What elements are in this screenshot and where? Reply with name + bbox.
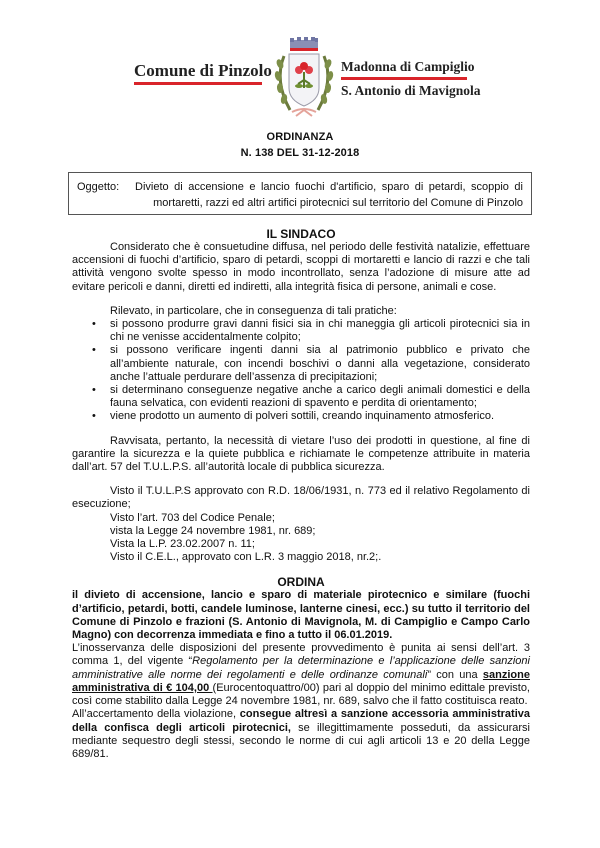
list-item: [72, 410, 530, 423]
list-item-text: si determinano conseguenze negative anche a carico degli animali domestici e della fauna selvatica, con evidenti reazioni di spavento e perdita di orientamento;: [110, 384, 530, 410]
sanzione-text: (Eurocentoquattro/00) pari al doppio del minimo edittale previsto, così come stabilito dalla Legge 24 novembre 1981, nr. 689, salvo che il fatto costituisca reato.: [72, 681, 530, 708]
visto-item: vista la Legge 24 novembre 1981, nr. 689;: [110, 524, 316, 537]
list-item-text: viene prodotto un aumento di polveri sottili, creando inquinamento atmosferico.: [110, 410, 495, 423]
divieto-paragraph: il divieto di accensione, lancio e sparo di materiale pirotecnico e similare (fuochi d’artificio, petardi, botti, candele luminose, lanterne cinesi, ecc.) su tutto il territorio del Comune di Pinzolo e frazioni (S. Antonio di Mavignola, M. di Campiglio e Campo Carlo Magno) con decorrenza immediata e fino a tutto il 06.01.2019.: [72, 589, 530, 642]
red-underline: [341, 77, 467, 80]
frazione-1: Madonna di Campiglio: [341, 59, 475, 74]
rilevato-intro: Rilevato, in particolare, che in conseguenza di tali pratiche:: [110, 304, 397, 317]
visto-item: Visto l’art. 703 del Codice Penale;: [110, 511, 275, 524]
coat-of-arms-icon: [268, 36, 340, 120]
subject-label: Oggetto:: [77, 181, 120, 193]
ordinance-heading: ORDINANZA: [266, 131, 334, 143]
sanzione-paragraph: [72, 642, 530, 708]
confisca-text: se illegittimamente posseduti, da assicurarsi mediante sequestro degli stessi, secondo le norme di cui agli articoli 13 e 20 della Legge 689/81.: [72, 721, 530, 760]
bullet-icon: •: [92, 384, 96, 397]
visto-item: Visto il C.E.L., approvato con L.R. 3 maggio 2018, nr.2;.: [110, 551, 382, 564]
sanzione-text: L’inosservanza delle disposizioni del presente provvedimento è punita ai sensi dell’art. 3 comma 1, del vigente “: [72, 642, 530, 668]
list-item-text: si possono verificare ingenti danni sia al patrimonio pubblico e privato che all’ambiente naturale, con incendi boschivi o danni alla vegetazione, considerato anche l’attuale perdurare dell’assenza di precipitazioni;: [110, 344, 530, 383]
municipality-label: Comune di Pinzolo: [134, 61, 272, 80]
red-underline: [134, 82, 262, 85]
list-item: [72, 384, 530, 410]
visto-tulps-paragraph: Visto il T.U.L.P.S approvato con R.D. 18/06/1931, n. 773 ed il relativo Regolamento di esecuzione;: [72, 485, 530, 511]
frazioni-names: [341, 59, 481, 99]
bullet-icon: •: [92, 318, 96, 331]
list-item: [72, 318, 530, 344]
sanzione-amount: sanzione amministrativa di € 104,00: [72, 668, 530, 694]
confisca-text: All’accertamento della violazione,: [72, 708, 240, 721]
bullet-icon: •: [92, 410, 96, 423]
document-body: [72, 227, 530, 761]
sanzione-text: ” con una: [427, 668, 483, 681]
considerato-paragraph: Considerato che è consuetudine diffusa, nel periodo delle festività natalizie, effettuare accensioni di fuochi d’artificio, sparo di petardi, scoppi di mortaretti e lancio di razzi e che tali attività vengono svolte spesso in modo incontrollato, senza l’adozione di misure atte ad evitare pericoli e danni, diretti ed indiretti, alla integrità fisica di persone, animali e cose.: [72, 241, 530, 293]
ordina-heading: ORDINA: [277, 575, 325, 590]
subject-text: Divieto di accensione e lancio fuochi d'artificio, sparo di petardi, scoppio di mortaretti, razzi ed altri artifici pirotecnici sul territorio del Comune di Pinzolo: [135, 181, 523, 209]
confisca-bold-text: consegue altresì a sanzione accessoria amministrativa della confisca degli articoli pirotecnici,: [72, 708, 530, 734]
list-item: [72, 344, 530, 384]
letterhead: [0, 30, 600, 130]
confisca-paragraph: [72, 708, 530, 761]
frazione-2: S. Antonio di Mavignola: [341, 83, 481, 98]
ordinance-title: [0, 129, 600, 161]
visto-item: Vista la L.P. 23.02.2007 n. 11;: [110, 538, 255, 551]
consequences-list: [72, 318, 530, 424]
ordinance-number: N. 138 DEL 31-12-2018: [240, 147, 360, 159]
list-item-text: si possono produrre gravi danni fisici sia in chi maneggia gli articoli pirotecnici sia in chi ne venisse accidentalmente colpito;: [110, 318, 530, 344]
sindaco-heading: IL SINDACO: [266, 227, 336, 241]
ravvisata-paragraph: Ravvisata, pertanto, la necessità di vietare l’uso dei prodotti in questione, al fine di garantire la sicurezza e la quiete pubblica e richiamate le competenze attribuite in materia dall’art. 57 del T.U.L.P.S. all’autorità locale di pubblica sicurezza.: [72, 434, 530, 474]
subject-box: [68, 172, 532, 215]
municipality-name: [134, 61, 272, 85]
bullet-icon: •: [92, 344, 96, 357]
regolamento-title: Regolamento per la determinazione e l’applicazione delle sanzioni amministrative alle norme dei regolamenti e delle ordinanze comunali: [72, 655, 530, 681]
